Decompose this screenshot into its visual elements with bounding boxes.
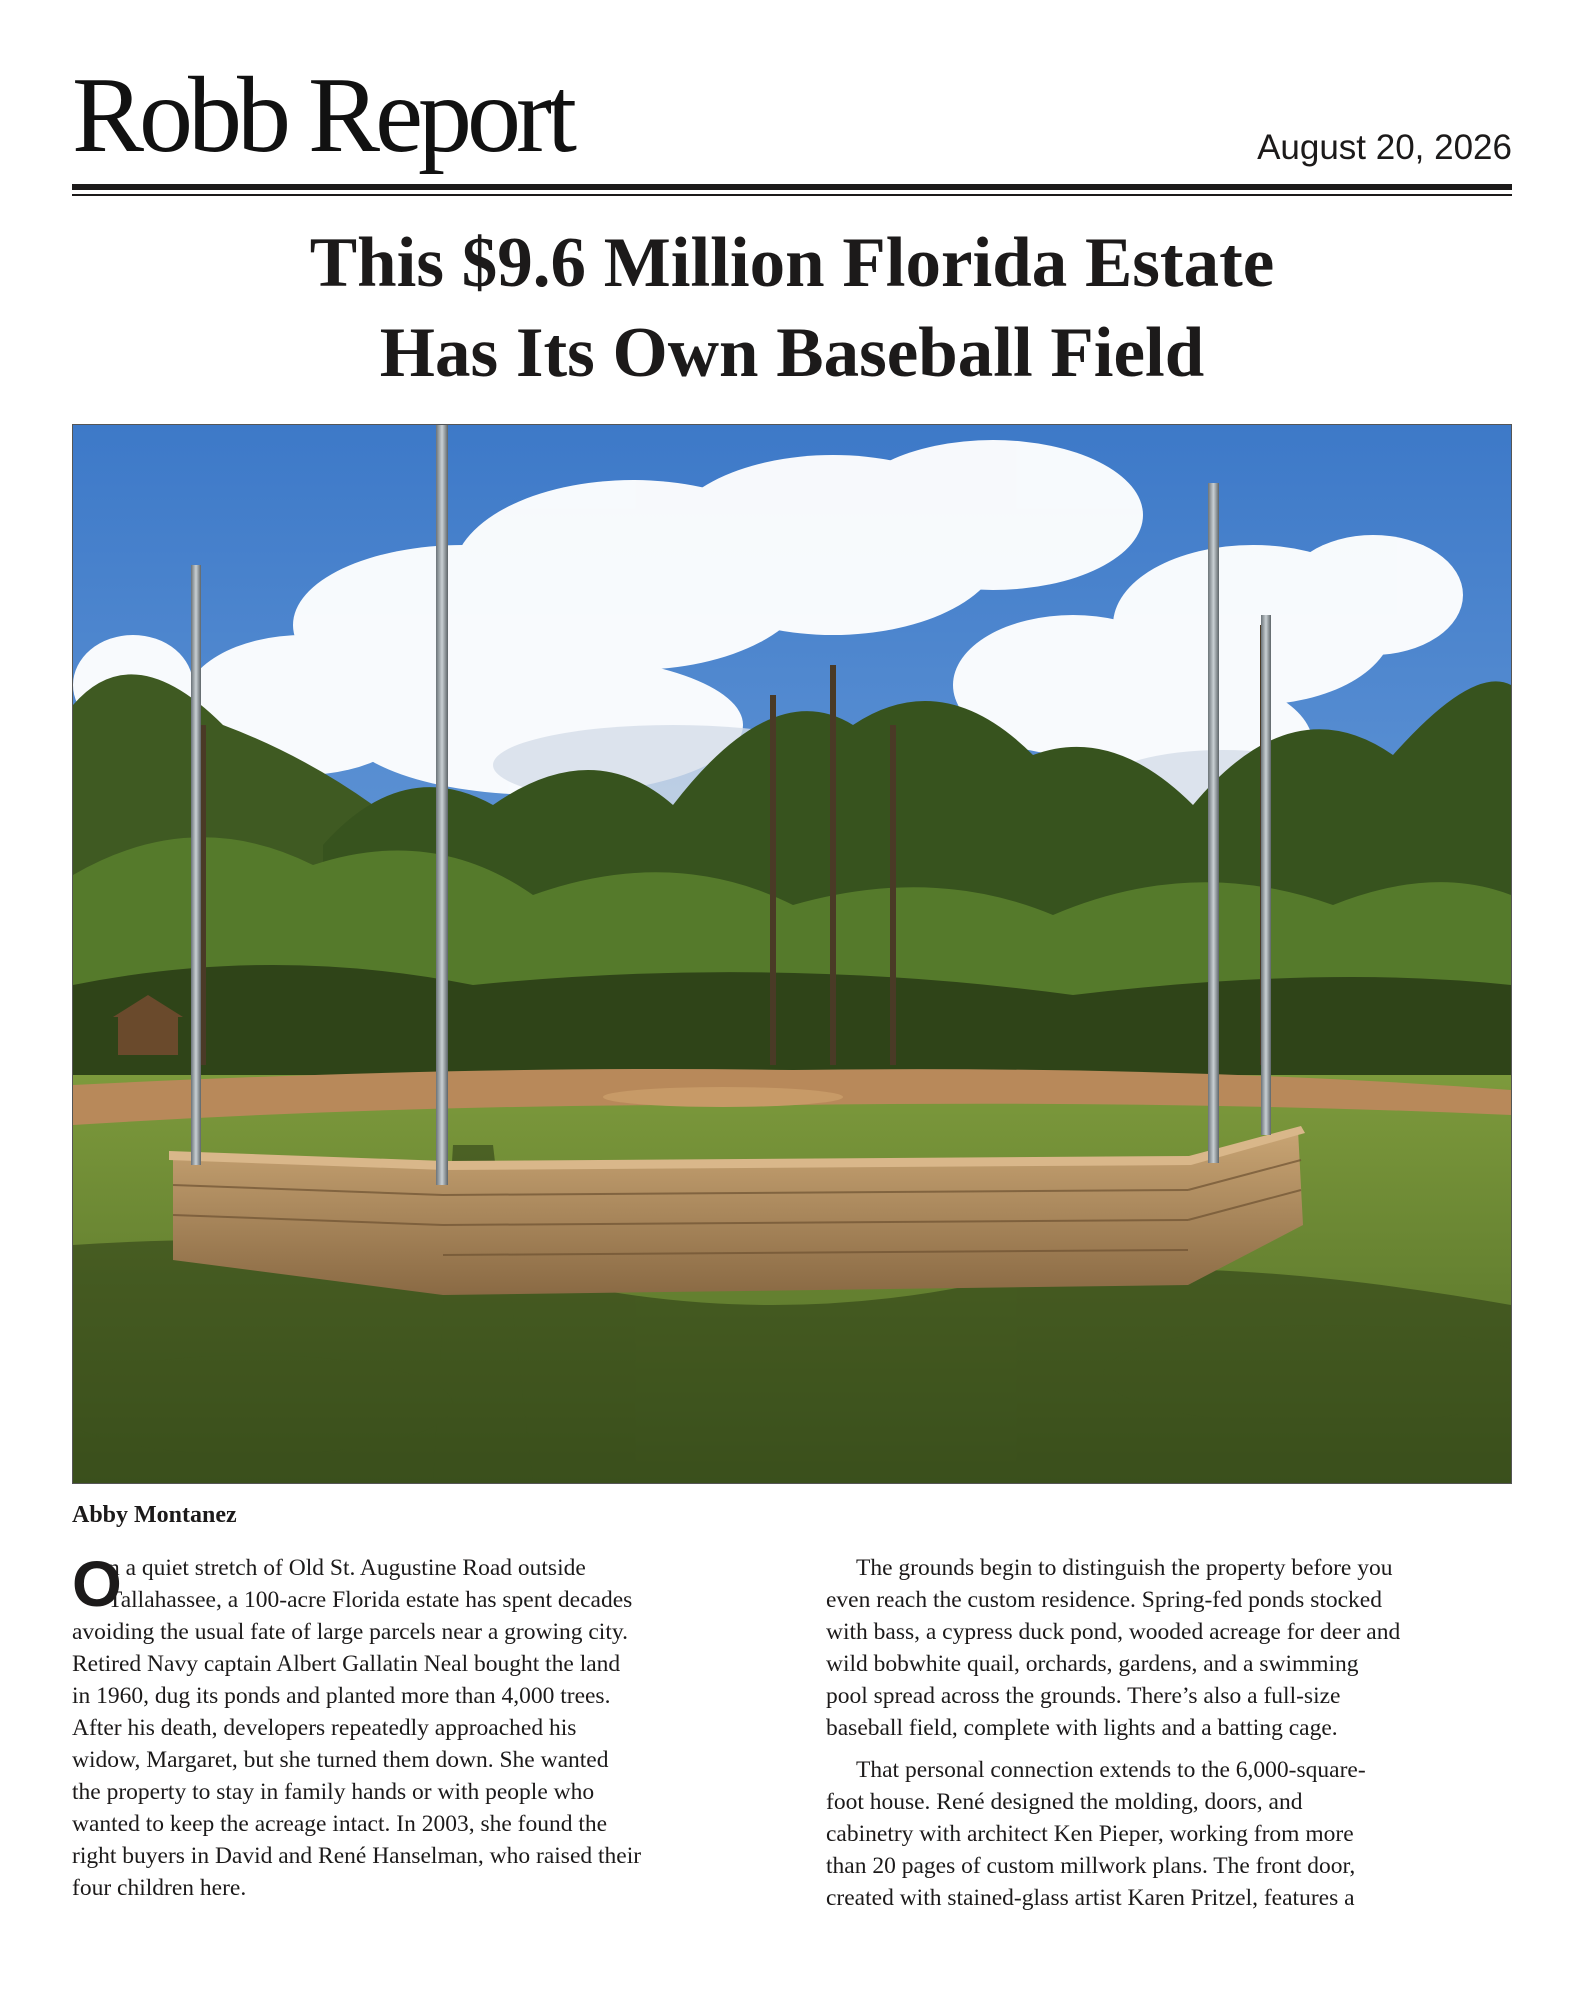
publication-date: August 20, 2026	[1257, 128, 1512, 167]
paragraph-gap	[826, 1744, 1516, 1754]
body-line: the property to stay in family hands or with people who	[72, 1779, 595, 1805]
body-line: Retired Navy captain Albert Gallatin Neal bought the land	[72, 1651, 621, 1677]
body-line: four children here.	[72, 1875, 247, 1901]
article-byline: Abby Montanez	[72, 1502, 237, 1528]
body-line: even reach the custom residence. Spring-fed ponds stocked	[826, 1587, 1382, 1613]
body-line: right buyers in David and René Hanselman, who raised their	[72, 1843, 642, 1869]
body-line: in 1960, dug its ponds and planted more than 4,000 trees.	[72, 1683, 611, 1709]
masthead	[72, 56, 1512, 182]
headline-line-2: Has Its Own Baseball Field	[379, 314, 1205, 392]
body-line: Tallahassee, a 100-acre Florida estate has spent decades	[108, 1587, 633, 1613]
body-line: That personal connection extends to the 6,000-square-	[856, 1757, 1366, 1783]
body-line: than 20 pages of custom millwork plans. The front door,	[826, 1853, 1356, 1879]
body-line: wanted to keep the acreage intact. In 2003, she found the	[72, 1811, 608, 1837]
body-line: avoiding the usual fate of large parcels near a growing city.	[72, 1619, 628, 1645]
body-line: After his death, developers repeatedly approached his	[72, 1715, 577, 1741]
masthead-rule-thick	[72, 184, 1512, 190]
article-photo	[72, 424, 1512, 1484]
baseball-field-photo-illustration	[73, 425, 1511, 1483]
body-line: pool spread across the grounds. There’s also a full-size	[826, 1683, 1341, 1709]
body-line: cabinetry with architect Ken Pieper, working from more	[826, 1821, 1354, 1847]
body-line: widow, Margaret, but she turned them down. She wanted	[72, 1747, 609, 1773]
body-line: foot house. René designed the molding, doors, and	[826, 1789, 1303, 1815]
body-line: n a quiet stretch of Old St. Augustine Road outside	[108, 1555, 586, 1581]
headline-line-1: This $9.6 Million Florida Estate	[309, 224, 1275, 302]
body-line: baseball field, complete with lights and a batting cage.	[826, 1715, 1338, 1741]
article-column-left	[72, 1548, 762, 1904]
body-line: with bass, a cypress duck pond, wooded acreage for deer and	[826, 1619, 1401, 1645]
drop-cap: O	[72, 1548, 122, 1620]
article-headline	[72, 218, 1512, 398]
body-line: created with stained-glass artist Karen Pritzel, features a	[826, 1885, 1355, 1911]
robb-report-logo: Robb Report	[72, 56, 572, 175]
body-line: The grounds begin to distinguish the property before you	[856, 1555, 1393, 1581]
masthead-rule-thin	[72, 194, 1512, 196]
body-line: wild bobwhite quail, orchards, gardens, and a swimming	[826, 1651, 1359, 1677]
article-column-right	[826, 1552, 1516, 1914]
